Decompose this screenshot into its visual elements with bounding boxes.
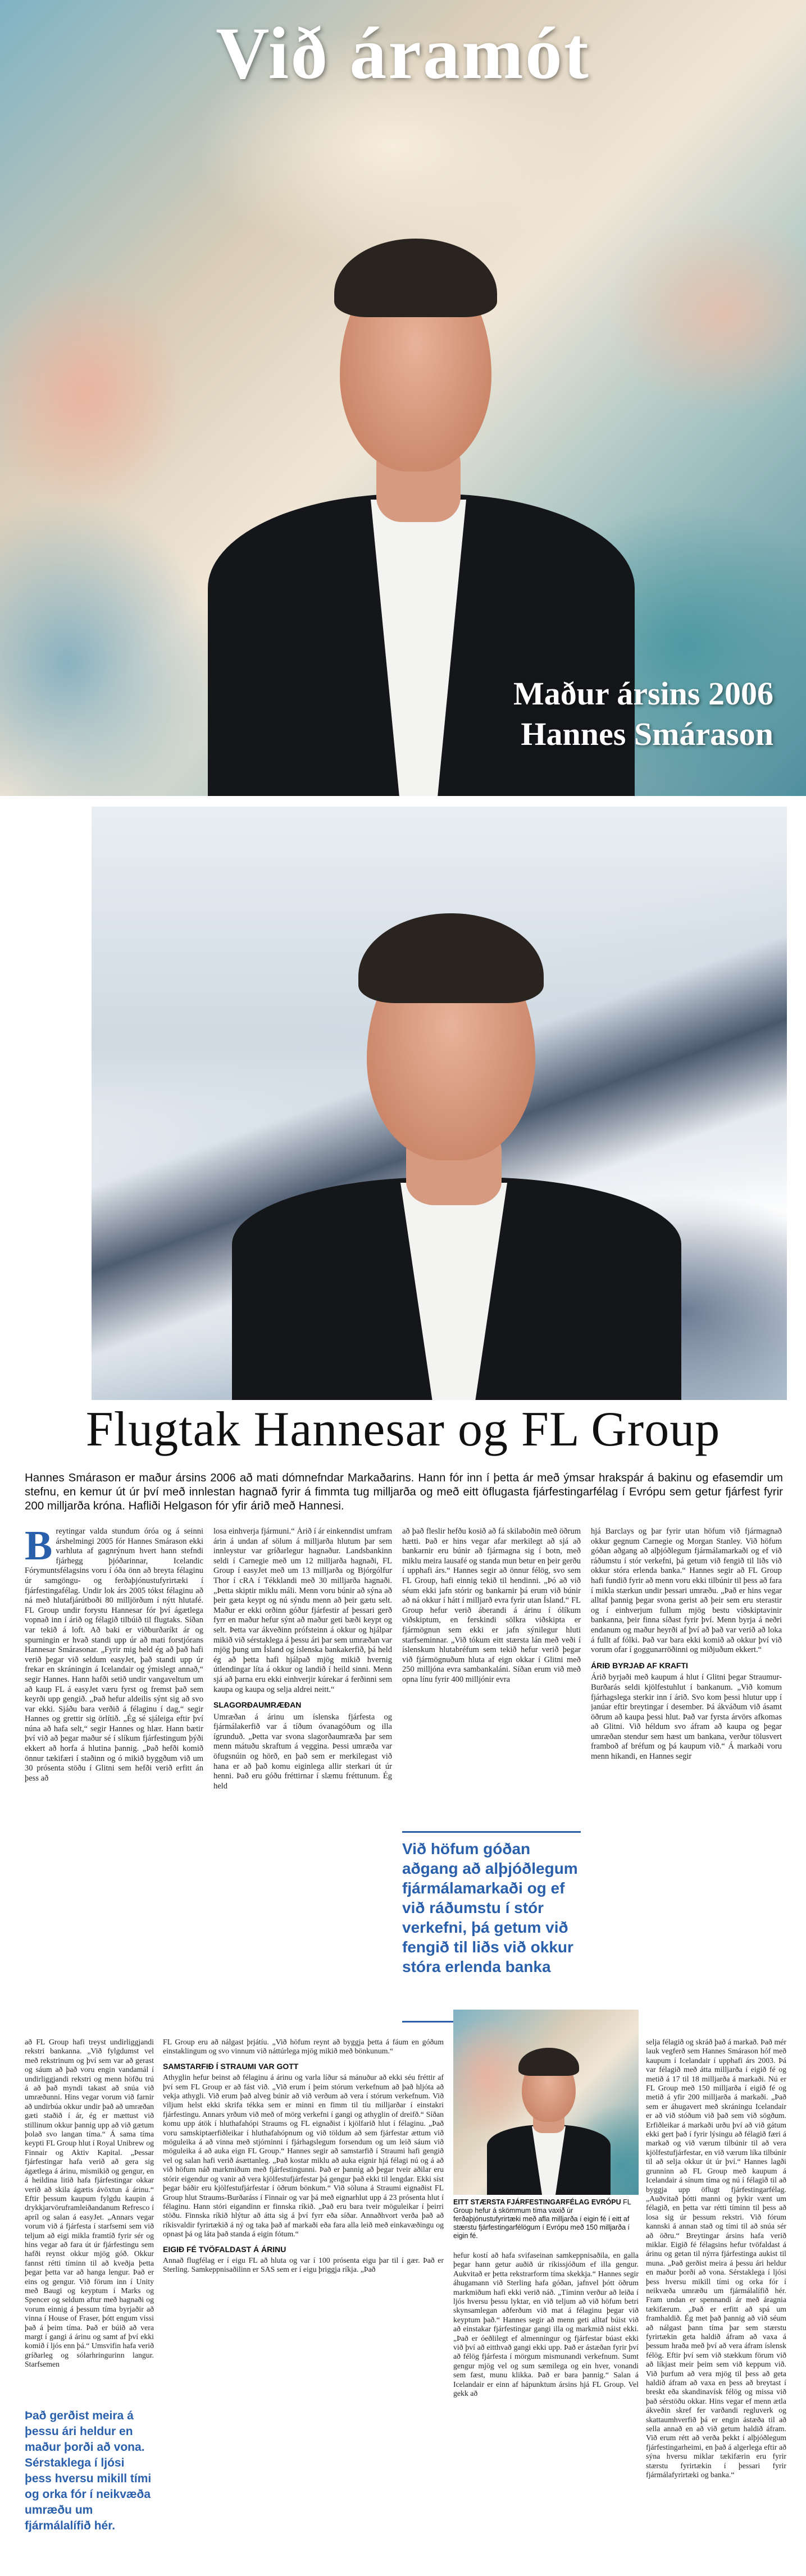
drop-cap: B [25, 1527, 53, 1569]
article-column-4 [591, 1527, 782, 2021]
portrait-subject [232, 863, 681, 1400]
cover-subtitle-line2: Hannes Smárason [521, 716, 773, 752]
column-4-text: hjá Barclays og þar fyrir utan höfum við fjármagnað okkur gegnum Carnegie og Morgan Stanley. Við höfum góðan aðgang að alþjóðlegum fjármálamarkaði og ef við ráðumstu í stór verkefni, þá getum við fengið til liðs við okkur stóra erlenda banka.“ Hannes segir að FL Group hafi fundið fyrir að menn voru ekki tilbúnir til þess að fara í mikla stærkun undir þessari umræðu. „Það er hins vegar alltaf þannig þegar svona gerist að þeir sem eru sterastir og í einhverjum fullum mjög bestu viðskiptavinir bankanna, þeir finna síðast fyrir því. Menn byrja á neðri endanum og maður heyrði af því að það var verið að loka á fullt af fólki. Það var bara ekki komið að okkur því við vorum ofar í goggunarröðinni og miðjuðum ekkert.“ [591, 1527, 782, 1655]
column-6c-text: Annað flugfélag er í eigu FL að hluta og var í 100 prósenta eigu þar til í gær. Það er Sterling. Samkeppnisaðilinn er SAS sem er í eigu þriggja ríkja. „Það [163, 2255, 444, 2274]
article-column-5 [25, 2038, 154, 2397]
article-headline: Flugtak Hannesar og FL Group [85, 1402, 721, 1457]
column-2-text: losa einhverja fjármuni.“ Árið í ár einkenndist umfram árin á undan af sölum á milljarða hlutum þar sem innleystur var gríðarlegur hagnaður. Landsbankinn seldi í Carnegie með um 12 milljarða hagnaði, FL Group í easyJet með um 13 milljarða og Bjórgólfur Thor í cRA í Tékklandi með 30 milljarða hagnaði. „Þetta skiptir miklu máli. Menn voru búnir að sýna að þeir gæta keypt og nú sýndu menn að þeir gætu selt. Maður er ekki orðinn góður fjárfestir af þessari gerð fyrr en maður hefur sýnt að maður geti bæði keypt og selt. Þetta var ákveðinn prófsteinn á okkur og hjálpar mikið við sérstaklega á þessu ári þar sem umræðan var mjög þung um Ísland og íslenska bankakerfið, þá held ég að þetta hafi hjálpað mjög mikið hvernig útlendingar líta á okkur og landið í heild sinni. Menn sjá að þarna eru ekki einhverjir kúrekar á ferðinni sem kaupa og kaupa og selja aldrei neitt.“ [213, 1527, 392, 1694]
column-1-text: reytingar valda stundum óróa og á seinni árshelmingi 2005 fór Hannes Smárason ekki varhluta af gagnrýnum hvert hann stefndi fjárhegg þjóðarinnar, Icelandic Fórymuntsfélagsins voru í óða önn að breyta félaginu úr samgöngu- og ferðaþjónustufyrirtæki í fjárfestingafélag. Undir lok árs 2005 tókst félaginu að ná með hlutafjárútboði 80 milljörðum í nýtt hlutafé. FL Group undir forystu Hannesar fór því ágætlega vopnað inn í árið og félagið tilbúið til flugtaks. Síðan var tekið á loft. Að baki er viðburðaríkt ár og spurningin er hvað standi upp úr að mati forstjórans Hannesar Smárasonar. „Fyrir mig held ég að það hafi verið þegar við seldum easyJet, það standi upp úr frekar en skráningin á Icelandair og ýmislegt annað,“ segir Hannes. Hann hafði setið undir vangaveltum um að kaup FL á easyJet væru fyrst og fremst það sem keyrði upp gengið. „Það hefur aldeilis sýnt sig að svo var ekki. Sjáðu bara verðið á félaginu í dag,“ segir Hannes og grettir sig örlítið. „Ég sé sjáleiga eftir því núna að hafa selt,“ segir Hannes og hlær. Hann bætir því við að þegar maður sé í slíkum fjárfestingum þýði ekkert að horfa á hlutina þannig. „Það hefði komið önnur tækifæri í staðinn og ó mikið byggðum við um 30 prósenta stöðu í Glitni sem hefði verið erfitt án þess að [25, 1527, 203, 1783]
cover-title: Við áramót [216, 12, 590, 94]
article-intro: Hannes Smárason er maður ársins 2006 að mati dómnefndar Markaðarins. Hann fór inn í þetta ár með ýmsar hrakspár á bakinu og efasemdir um stefnu, en kemur út úr því með innlestan hagnað fyrir á fimmta tug milljarða og með eitt öflugasta fjárfestingarfélag í Evrópu sem getur fjárfest fyrir 200 milljarða króna. Hafliði Helgason fór yfir árið með Hannesi. [25, 1471, 783, 1512]
thumbnail-caption-text: FL Group hefur á skömmum tíma vaxið úr ferðaþjónustufyrirtæki með afla milljarða í eigin fé í eitt af stærstu fjárfestingarfélögum í Evrópu með 150 milljarða í eigin fé. [453, 2198, 631, 2240]
article-column-7 [453, 2251, 639, 2571]
article-column-2 [213, 1527, 392, 2021]
cover-subtitle-line1: Maður ársins 2006 [513, 675, 773, 712]
cover-subtitle [513, 674, 773, 754]
pullquote-1: Við höfum góðan aðgang að alþjóðlegum fjármálamarkaði og ef við ráðumstu í stór verkefni, þá getum við fengið til liðs við okkur stóra erlenda banka [402, 1840, 578, 1975]
article-column-3 [402, 1527, 581, 1819]
thumbnail-caption [453, 2198, 639, 2240]
column-6b-text: Athyglin hefur beinst að félaginu á árinu og varla líður sá mánuður að ekki séu fréttir af því sem FL Group er að fást við. „Við erum í þeim stórum verkefnum að það hljóta að vekja athygli. Við erum það alveg búnir að við verðum að vera í stórum verkefnum. Við viljum helst ekki skrifa tékka sem er minni en fimm til tíu milljarðar í einstakri fjárfestingu. Annars yrðum við með of mörg verkefni í gangi og athyglin of dreifð.“ Síðan komu upp átök í hluthafahópi Straums og FL eignaðist í kjölfarið hlut í félaginu. „Það voru samskiptaerfiðleikar í hluthafahópnum og við töldum að sem fjárfestar ættum við möguleika á að vinna með stjórninni í fjárhagslegum forsendum og um leið sáum við möguleika á að auka eign FL Group.“ Hannes segir að samstarfið í Straumi hafi gengið vel og salan hafi verið ásættanleg. „Það kostar miklu að auka eignir hjá félagi nú og á að við höfum náð markmiðum með fjárfestingunni. Það er þannig að þegar tveir aðilar eru stórir eigendur og vanir að vera kjölfestufjárfestar þá gengur það ekki til lengdar. Ekki síst þegar báðir eru kjölfestufjárfestar í öðrum bönkum.“ Við söluna á Straumi eignaðist FL Group hlut Straums-Burðaráss í Finnair og var þá með eignarhlut upp á 23 prósenta hlut í félaginu. Hann stóri eigandinn er finnska ríkið. „Það eru bara tveir möguleikar í þeirri stöðu. Finnska ríkið hlýtur að átta sig á því fyrr eða síðar. Annaðhvort verða það að ríkisvaldir fyrirtækið á ný og taka það af markaði eða fara alla leið með einkavæðingu og opnast þá og láta það standa á eigin fótum.“ [163, 2073, 444, 2239]
pullquote-rule-top [402, 1831, 581, 1833]
column-7-text: hefur kostí að hafa svifaseinan samkeppnisaðila, en galla þegar hann getur auðið úr ríkissjóðum ef illa gengur. Aukvitað er þetta rekstrarform tíma skekkja.“ Hannes segir áhugamann við Sterling hafa góðan, jafnvel þótt öðrum markmiðum hafi ekki verið náð. „Tíminn verður að leiða í ljós hversu þessu lyktar, en við teljum að við höfum betri skynsamlegan aðferðum við mat á félaginu þegar við keyptum það.“ Hannes segir að menn geti alltaf búist við að einstakar fjárfestingar gangi illa og markmið náist ekki. „Það er óeðlilegt ef almenningur og fjárfestar búast ekki við því að eitthvað gangi ekki upp. Það er ástæðan fyrir því að félög fjárfesta í mörgum mismunandi verkefnum. Sumt gengur mjög vel og sum sæmilega og ein hver, vonandi sem fæst, munu klikka. Það er bara þannig.“ Salan á Icelandair er einn af hápunktum ársins hjá FL Group. Vel gekk að [453, 2251, 639, 2398]
column-6-text: FL Group eru að nálgast þrjátíu. „Við höfum reynt að byggja þetta á fáum en góðum einstaklingum og svo vinnum við náttúrlega mjög mikið með bönkunum.“ [163, 2038, 444, 2056]
subheading-samstarfid: SAMSTARFIÐ Í STRAUMI VAR GOTT [163, 2061, 299, 2071]
column-3-text: að það fleslir hefðu kosið að fá skilaboðin með öðrum hætti. Það er hins vegar afar merkilegt að sjá að bankarnir eru búnir að fjármagna sig í botn, með miklu meira lausafé og standa mun betur en þeir gerðu í upphafi árs.“ Hannes segir að önnur félög, svo sem FL Group, hafi einnig tekið til hendinni. „Þó að við séum ekki jafn stórir og bankarnir þá erum við búnir að ná okkur í hátt í milljarð evra fyrir utan Ísland.“ FL Group hefur verið áberandi á árinu í ólíkum viðskiptum, en ferskindi sölkra viðskipta er fjármögnun sem ekki er jafn sýnilegur hluti starfseminnar. „Við tókum eitt stærsta lán með veði í íslenskum hlutabréfum sem tekið hefur verið þegar við fjármögnuðum hluta af eign okkar í Glitni með 250 milljóna evra sambankaláni. Síðan erum við með opna línu fyrir 400 milljónir evra [402, 1527, 581, 1684]
subheading-arid-byrjad: ÁRIÐ BYRJAÐ AF KRAFTI [591, 1660, 688, 1670]
thumbnail-caption-title: EITT STÆRSTA FJÁRFESTINGARFÉLAG EVRÓPU [453, 2198, 621, 2206]
column-8-text: selja félagið og skráð það á markað. Það mér lauk vegferð sem Hannes Smárason hóf með kaupum í Icelandair í upphafi árs 2003. Þá var félagið með átta milljarða í eigið fé og metið á 17 til 18 milljarða á markaði. Nú er FL Group með 150 milljarða í eigið fé og metið á yfir 200 milljarða á markaði. „Það sem er áhugavert með skráningu Icelandair er að við stóðum við það sem við sögðum. Erfiðleikar á markaði urðu því að við gátum ekki gert það í fyrir lýsingu að félagið færi á markað og við værum tilbúnir til að vera kjölfestufjárfestar, en við værum líka tilbúnir til að selja okkur út úr því.“ Hannes lagði grunninn að FL Group með kaupum á Icelandair á sínum tíma og nú í félagið til að byggja upp öflugt fjárfestingarfélag. „Auðvitað þótti manni og þykir vænt um félagið, en þetta var rétti tíminn til þess að losa sig úr þessum rekstri. Við fórum kannski á annan stað og tími til að snúa sér að öðru.“ Breytingar ársins hafa verið miklar. Eigið fé félagsins hefur tvöfaldast á árinu og getan til nýrra fjárfestinga aukist til muna. „Það gerðist meira á þessu ári heldur en maður þorði að vona. Sérstaklega í ljósi þess hversu mikill tími og orka fór í neikvæða umræðu um fjármálalífið hér. Fram undan er spennandi ár með áragnia tækifærum. „Það er erfitt að spá um framhaldið. Ég met það þannig að við séum að nálgast þann tíma þar sem stærstu fyrirtækin geta haldið áfram að vaxa á þessum hraða með því að vera áfram íslensk félög. Eftir því sem við stækkum förum við að líkjast meir þeim sem við keppum við. Við þurfum að vera mjög til þess að geta haldið áfram að vaxa en þess að breytast í breskt eða skandinavísk félög og missa við það sérstöðu okkar. Hins vegar ef menn ætla ákveðin skref fer varðandi regluverk og skattaumhverfið þá er engin ástæða til að sella annað en að við getum haldið áfram. Við erum rétt að verða þekkt í alþjóðlegum fjárfestingarheimi, en það á algerlega eftir að sýna hversu miklar tækifærin eru fyrir stærstu fyrirtækin í þessari fyrir fjármálafyrirtæki og banka.“ [646, 2038, 786, 2479]
cover-painting [0, 0, 806, 796]
subheading-slagordaumraedan: SLAGORÐAUMRÆÐAN [213, 1700, 302, 1710]
subheading-eigid-fe: EIGIÐ FÉ TVÖFALDAST Á ÁRINU [163, 2244, 286, 2254]
column-5-text: að FL Group hafi treyst undirliggjandi rekstri bankanna. „Við fylgdumst vel með rekstrinum og því sem var að gerast og sáum að það voru engin vandamál í undirliggjandi rekstri og menn höfðu trú á að það myndi takast að snúa við umræðunni. Hins vegar vorum við farnir að undirbúa okkur undir það að umræðan gæti staðið í ár, ég er mættust við stillinum okkur þannig upp að við gætum þolað svo langan tíma.“ Á sama tíma keypti FL Group hlut í Royal Unibrew og Finnair og Aktiv Kapital. „Þessar fjárfestingar hafa verið að gera sig ágætlega á árinu, mismikið og gengur, en á heildina litið hafa fjárfestingar okkar verið að skila ágætis ávöxtun á árinu.“ Eftir þessum kaupum fylgdu kaupin á drykkjarvöruframleiðandanum Refresco í apríl og salan á easyJet. „Annars vegar vorum við á fjárfesta í starfsemi sem við teljum að eigi mikla framtíð fyrir sér og hins vegar að fara út úr fjárfestingu sem hafði reynst okkur mjög góð. Okkur fannst rétti tíminn til að kveðja þetta þegar þetta var að hanga lengur. Það er eins og gengur. Við förum inn í Unity með Baugi og keyptum í Marks og Spencer og seldum aftur með hagnaði og vorum einnig á þessum tíma byrjaðir að vinna í House of Fraser, þótt engum vissi það á þeim tíma. Það er búið að vera margt í gangi á árinu og samt af því ekki komið í ljós enn þá.“ Umsvifin hafa verið gríðarleg og sólarhringurinn langur. Starfsemen [25, 2038, 154, 2369]
article-column-1 [25, 1527, 203, 2021]
thumbnail-photo [453, 2010, 639, 2195]
portrait-photo [92, 807, 787, 1400]
pullquote-2: Það gerðist meira á þessu ári heldur en maður þorði að vona. Sérstaklega í ljósi þess hversu mikill tími og orka fór í neikvæða umræðu um fjármálalífið hér. [25, 2409, 152, 2532]
article-column-8 [646, 2038, 786, 2571]
column-2b-text: Umræðan á árinu um íslenska fjárfesta og fjármálakerfið var á tíðum óvanagóðum og illa ígrunduð. „Þetta var svona slagorðaumræða þar sem menn mátuðu skraftum á veggina. Þessi umræða var öfugsnúin og hörð, en það sem er merkilegast við hana er að það komu eiginlega allir sterkari út úr henni. Það eru góðu fréttirnar í slæmu fréttunum. Ég held [213, 1712, 392, 1791]
column-4b-text: Árið byrjaði með kaupum á hlut í Glitni þegar Straumur-Burðarás seldi kjölfestuhlut í bankanum. „Við komum fjárhagslega sterkir inn í árið. Svo kom þessi hlutur upp í janúar eftir breytingar í desember. Þá ákváðum við ásamt öðrum að kaupa þessi hlut. Það var fyrsta árvörs afkomas að Glitni. Við héldum svo áfram að kaupa og þegar umræðan stendur sem hæst um bankana, verður tölusvert framboð af bréfum og þá kaupum við.“ Á markaði voru menn hikandi, en Hannes segir [591, 1673, 782, 1761]
thumbnail-subject [487, 2026, 611, 2195]
article-column-6 [163, 2038, 444, 2571]
